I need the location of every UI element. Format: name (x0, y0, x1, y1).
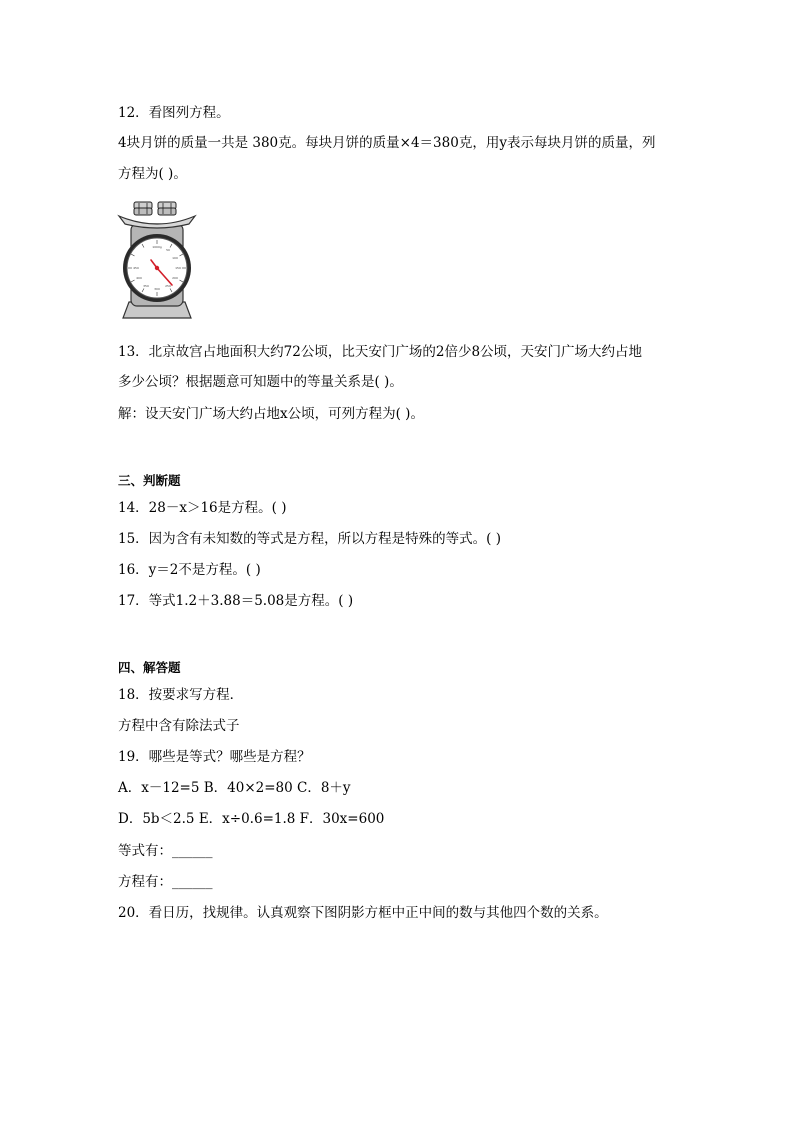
dial-label: 1000g (152, 245, 162, 249)
dial-label: 350 (143, 284, 149, 288)
weighing-scale-image (117, 198, 197, 320)
dial-label: 450 (133, 266, 139, 270)
question-20-title: 20．看日历，找规律。认真观察下图阴影方框中正中间的数与其他四个数的关系。 (118, 905, 608, 921)
question-19-equations-answer: 方程有：______ (118, 874, 213, 890)
q12-title: 12．看图列方程。 (118, 105, 230, 121)
dial-label: 400 (136, 276, 142, 280)
dial-label: 100 (172, 256, 178, 260)
section4-heading: 四、解答题 (118, 660, 181, 675)
q13-line2: 多少公顷？根据题意可知题中的等量关系是( )。 (118, 374, 403, 390)
question-18-subtext: 方程中含有除法式子 (118, 718, 240, 734)
q12-text-line1: 4块月饼的质量一共是 380克。每块月饼的质量×4＝380克，用y表示每块月饼的质量，列 (118, 135, 656, 151)
dial-label: 200 (172, 276, 178, 280)
dial-label: 50 (166, 248, 170, 252)
question-14: 14．28－x＞16是方程。( ) (118, 500, 287, 516)
dial-label: 300 (154, 287, 160, 291)
dial-label: 250 (165, 284, 171, 288)
question-15: 15．因为含有未知数的等式是方程，所以方程是特殊的等式。( ) (118, 531, 502, 547)
q13-line3: 解：设天安门广场大约占地x公顷，可列方程为( )。 (118, 406, 424, 422)
question-17: 17．等式1.2＋3.88＝5.08是方程。( ) (118, 593, 354, 609)
dial-label: 150 (175, 266, 181, 270)
question-16: 16．y＝2不是方程。( ) (118, 562, 261, 578)
question-18-title: 18．按要求写方程． (118, 687, 244, 703)
q12-text-line2: 方程为( )。 (118, 166, 187, 182)
section3-heading: 三、判断题 (118, 473, 181, 488)
question-19-options-row2: D．5b＜2.5 E．x÷0.6=1.8 F．30x=600 (118, 811, 385, 827)
question-19-options-row1: A．x－12=5 B．40×2=80 C．8＋y (118, 780, 351, 796)
question-19-equalities-answer: 等式有：______ (118, 843, 213, 859)
q13-line1: 13．北京故宫占地面积大约72公顷，比天安门广场的2倍少8公顷，天安门广场大约占地 (118, 344, 643, 360)
question-19-title: 19．哪些是等式？哪些是方程？ (118, 749, 311, 765)
